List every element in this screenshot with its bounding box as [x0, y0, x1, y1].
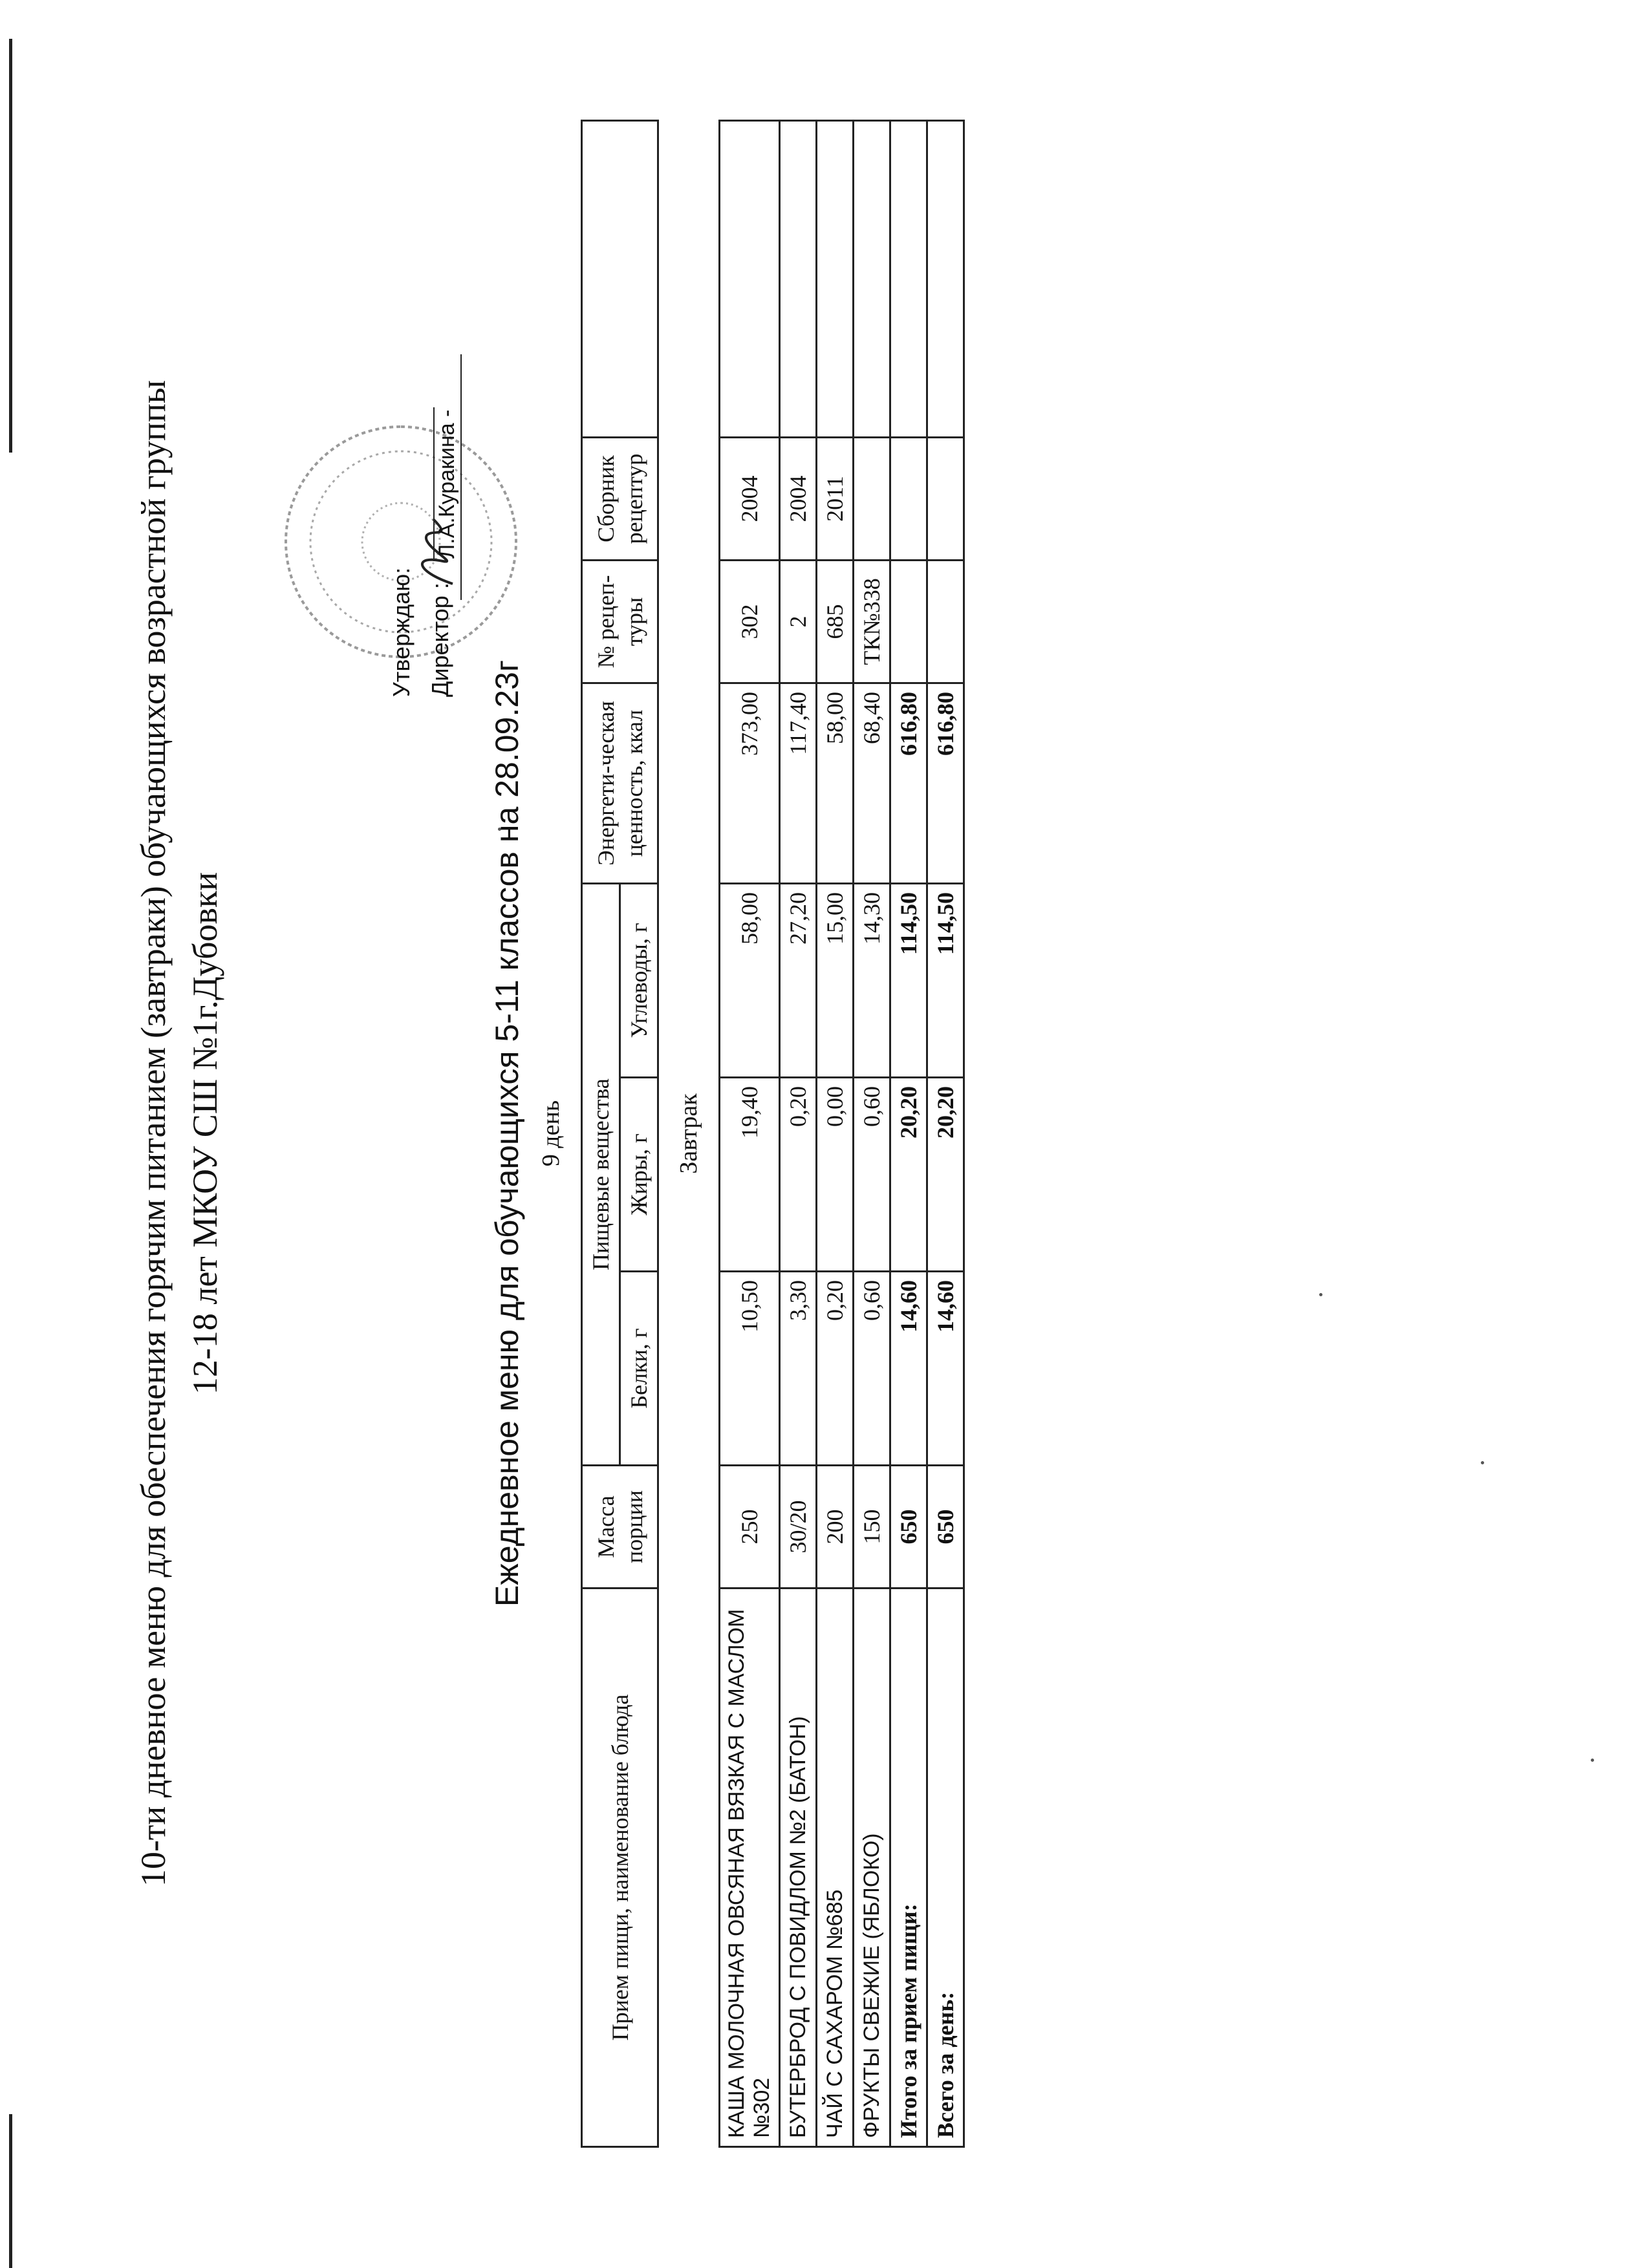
dish-proteins: 0,20	[817, 1272, 854, 1466]
total-label: Итого за прием пищи:	[890, 1589, 927, 2147]
header-empty	[582, 120, 658, 437]
dish-proteins: 0,60	[854, 1272, 890, 1466]
dish-recipe-book: 2004	[720, 437, 780, 560]
dish-proteins: 10,50	[720, 1272, 780, 1466]
dish-recipe-no: 302	[720, 560, 780, 683]
header-recipe-no: № рецеп-туры	[582, 560, 658, 683]
dish-fats: 19,40	[720, 1078, 780, 1272]
total-mass: 650	[927, 1466, 964, 1589]
header-recipe-book: Сборник рецептур	[582, 437, 658, 560]
header-energy: Энергети-ческая ценность, ккал	[582, 683, 658, 883]
empty-cell	[890, 120, 927, 437]
dish-recipe-book	[854, 437, 890, 560]
empty-cell	[780, 120, 817, 437]
empty-cell	[927, 437, 964, 560]
approval-label: Утверждаю:	[388, 567, 415, 697]
total-row-meal	[890, 120, 927, 2146]
day-label: 9 день	[537, 1100, 565, 1167]
empty-cell	[720, 120, 780, 437]
total-fats: 20,20	[890, 1078, 927, 1272]
dish-fats: 0,00	[817, 1078, 854, 1272]
dish-recipe-no: ТК№338	[854, 560, 890, 683]
document-title-line-1: 10-ти дневное меню для обеспечения горячим питанием (завтраки) обучающихся возрастной группы	[134, 380, 173, 1887]
empty-cell	[890, 437, 927, 560]
dish-recipe-no: 2	[780, 560, 817, 683]
total-carbs: 114,50	[890, 883, 927, 1077]
total-energy: 616,80	[927, 683, 964, 883]
section-row	[658, 120, 720, 2146]
dish-energy: 373,00	[720, 683, 780, 883]
dish-recipe-book: 2011	[817, 437, 854, 560]
dish-carbs: 27,20	[780, 883, 817, 1077]
header-portion-mass: Масса порции	[582, 1466, 658, 1589]
total-fats: 20,20	[927, 1078, 964, 1272]
menu-subtitle: Ежедневное меню для обучающихся 5-11 классов на 28.09.23г	[489, 659, 525, 1607]
table-row	[720, 120, 780, 2146]
total-label: Всего за день:	[927, 1589, 964, 2147]
empty-cell	[817, 120, 854, 437]
dish-fats: 0,20	[780, 1078, 817, 1272]
dish-mass: 150	[854, 1466, 890, 1589]
dish-name: КАША МОЛОЧНАЯ ОВСЯНАЯ ВЯЗКАЯ С МАСЛОМ №302	[720, 1589, 780, 2147]
empty-cell	[854, 120, 890, 437]
dish-mass: 30/20	[780, 1466, 817, 1589]
total-proteins: 14,60	[927, 1272, 964, 1466]
section-title-breakfast: Завтрак	[658, 120, 720, 2146]
total-proteins: 14,60	[890, 1272, 927, 1466]
header-carbs: Углеводы, г	[620, 883, 658, 1077]
dish-carbs: 15,00	[817, 883, 854, 1077]
empty-cell	[927, 120, 964, 437]
table-header-row	[582, 120, 620, 2146]
table-row	[854, 120, 890, 2146]
header-fats: Жиры, г	[620, 1078, 658, 1272]
header-nutrients: Пищевые вещества	[582, 883, 620, 1465]
total-mass: 650	[890, 1466, 927, 1589]
director-name: Л.А.Куракина -	[433, 407, 460, 561]
dish-name: БУТЕРБРОД С ПОВИДЛОМ №2 (БАТОН)	[780, 1589, 817, 2147]
dish-energy: 117,40	[780, 683, 817, 883]
dish-energy: 68,40	[854, 683, 890, 883]
menu-table	[581, 120, 965, 2148]
director-label: Директор :	[427, 583, 453, 697]
dish-carbs: 58,00	[720, 883, 780, 1077]
dish-recipe-book: 2004	[780, 437, 817, 560]
dish-recipe-no: 685	[817, 560, 854, 683]
dish-mass: 200	[817, 1466, 854, 1589]
dish-mass: 250	[720, 1466, 780, 1589]
document-title-line-2: 12-18 лет МКОУ СШ №1г.Дубовки	[186, 872, 224, 1395]
table-row	[817, 120, 854, 2146]
empty-cell	[927, 560, 964, 683]
dish-proteins: 3,30	[780, 1272, 817, 1466]
total-energy: 616,80	[890, 683, 927, 883]
header-proteins: Белки, г	[620, 1272, 658, 1466]
dish-fats: 0,60	[854, 1078, 890, 1272]
total-row-day	[927, 120, 964, 2146]
dish-energy: 58,00	[817, 683, 854, 883]
dish-name: ФРУКТЫ СВЕЖИЕ (ЯБЛОКО)	[854, 1589, 890, 2147]
dish-carbs: 14,30	[854, 883, 890, 1077]
table-row	[780, 120, 817, 2146]
dish-name: ЧАЙ С САХАРОМ №685	[817, 1589, 854, 2147]
total-carbs: 114,50	[927, 883, 964, 1077]
empty-cell	[890, 560, 927, 683]
header-meal-name: Прием пищи, наименование блюда	[582, 1589, 658, 2147]
